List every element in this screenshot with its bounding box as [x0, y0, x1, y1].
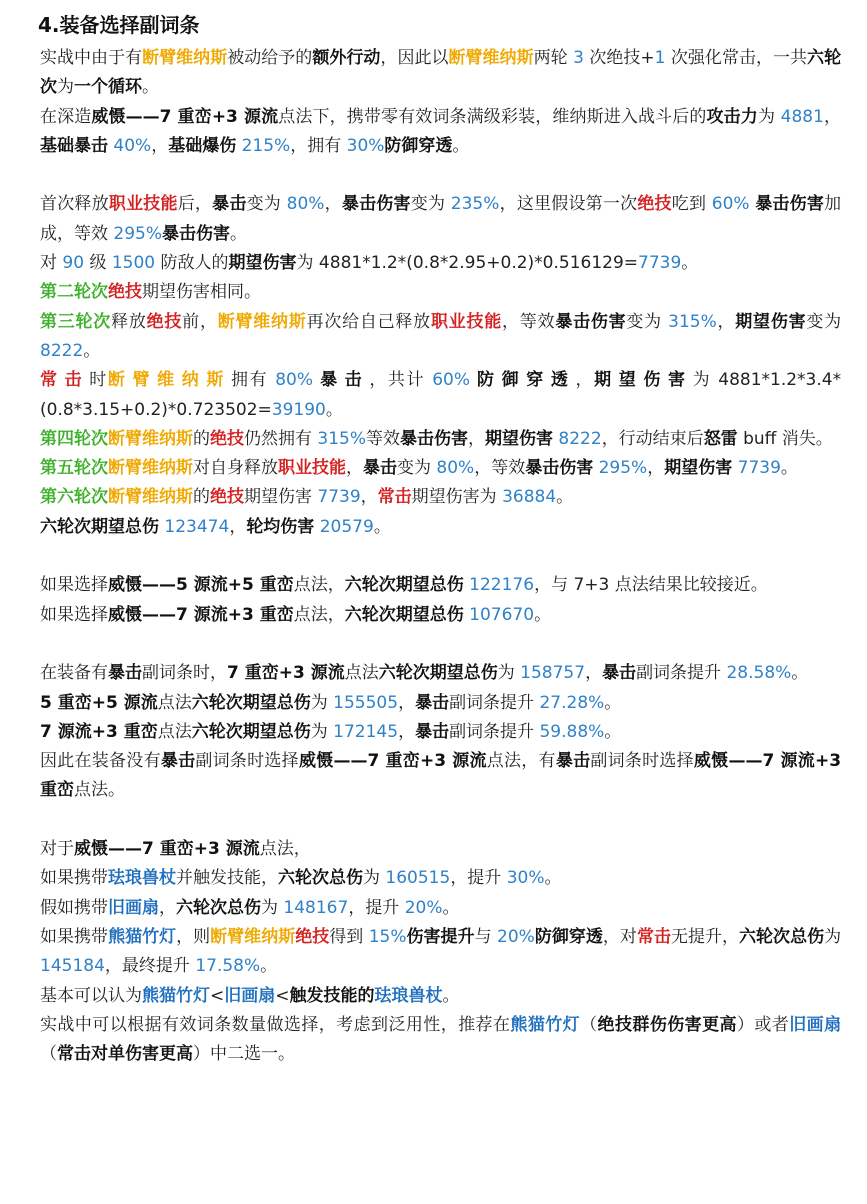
text-run: 次绝技+: [583, 48, 655, 68]
text-run: ，: [324, 194, 342, 215]
text-run: 80%: [286, 194, 325, 215]
text-run: 315%: [317, 428, 367, 449]
text-run: 如果携带: [40, 868, 108, 889]
text-run: 无提升，: [670, 926, 740, 947]
text-run: 第五轮次: [40, 458, 108, 479]
text-run: 六轮次期望总伤: [378, 663, 498, 684]
text-run: 20%: [404, 897, 443, 918]
text-run: 7 源流+3 重峦: [40, 721, 158, 742]
section-title: 4.装备选择副词条: [38, 13, 200, 37]
text-run: 第二轮次: [40, 282, 108, 303]
paragraph: [40, 894, 841, 923]
text-run: 六轮次期望总伤: [40, 516, 159, 537]
text-run: 威慑——5 源流+5 重峦: [108, 575, 294, 596]
text-run: 绝技: [637, 194, 672, 215]
text-run: ）或者: [736, 1014, 790, 1035]
text-run: 为: [310, 721, 334, 742]
text-run: 绝技: [210, 487, 244, 508]
text-run: 触发技能的: [289, 985, 375, 1006]
text-run: 绝技: [210, 428, 244, 449]
text-run: 六轮次: [40, 48, 842, 98]
text-run: ，: [346, 458, 363, 479]
text-run: ，: [468, 428, 486, 449]
text-run: 为 4881*1.2*(0.8*2.95+0.2)*0.516129=: [296, 253, 639, 274]
text-run: 断臂维纳斯: [217, 311, 307, 332]
text-run: 断臂维纳斯: [108, 428, 193, 449]
text-run: 。: [325, 399, 343, 420]
text-run: ，等效: [474, 458, 526, 479]
text-run: 暴击: [108, 663, 142, 684]
text-run: 为: [757, 106, 781, 127]
text-run: 副词条提升: [449, 692, 540, 713]
text-run: 为: [310, 692, 334, 713]
text-run: 40%: [113, 135, 152, 156]
text-run: ）中二选一。: [193, 1044, 295, 1065]
text-run: 暴击: [160, 751, 196, 772]
paragraph: [40, 1011, 841, 1070]
text-run: 仍然拥有: [244, 428, 318, 449]
text-run: 点法，: [293, 604, 345, 625]
text-run: 期望伤害: [228, 253, 297, 274]
text-run: 对: [40, 253, 63, 274]
text-run: 暴击伤害: [400, 428, 469, 449]
text-run: 39190: [271, 399, 326, 420]
paragraph: [40, 44, 841, 103]
text-run: 。: [452, 135, 470, 156]
text-run: 期望伤害: [485, 428, 554, 449]
text-run: 假如携带: [40, 897, 108, 918]
text-run: 107670: [469, 604, 535, 625]
text-run: 20%: [497, 926, 535, 947]
text-run: 为: [57, 77, 74, 98]
text-run: 绝技: [108, 282, 142, 303]
paragraph: [40, 103, 841, 162]
text-run: 断臂维纳斯: [210, 926, 296, 947]
text-run: 威慑——7 源流+3 重峦: [40, 751, 842, 801]
text-run: 再次给自己释放: [306, 311, 431, 332]
text-run: ，: [398, 721, 416, 742]
text-run: ，: [585, 663, 603, 684]
text-run: 六轮次期望总伤: [191, 692, 311, 713]
text-run: 断臂维纳斯: [108, 458, 193, 479]
text-run: 对自身释放: [193, 458, 278, 479]
text-run: 为: [261, 897, 284, 918]
paragraph: [40, 308, 841, 367]
text-run: 与: [474, 926, 498, 947]
text-run: 被动给予的: [227, 48, 313, 68]
text-run: 等效: [366, 428, 401, 449]
text-run: 暴击伤害: [525, 458, 594, 479]
text-run: 172145: [333, 721, 399, 742]
text-run: 点法: [344, 663, 379, 684]
text-run: buff 消失。: [737, 428, 833, 449]
text-run: 熊猫竹灯: [108, 926, 177, 947]
text-run: ，与 7+3 点法结果比较接近。: [534, 575, 768, 596]
text-run: 。: [604, 721, 622, 742]
text-run: 伤害提升: [406, 926, 475, 947]
text-run: 暴击: [320, 370, 370, 391]
text-run: ，等效: [502, 311, 556, 332]
text-run: 。: [260, 956, 278, 977]
text-run: 暴击伤害: [555, 311, 627, 332]
text-run: 实战中可以根据有效词条数量做选择，考虑到泛用性，推荐在: [40, 1014, 511, 1035]
text-run: ，拥有: [290, 135, 347, 156]
text-run: 副词条时，: [142, 663, 227, 684]
text-run: ，共计: [369, 370, 433, 391]
text-run: 7 重峦+3 源流: [227, 663, 345, 684]
text-run: 级: [84, 253, 112, 274]
text-run: 基础爆伤: [168, 135, 237, 156]
text-run: 7739: [317, 487, 361, 508]
paragraph: [40, 982, 841, 1011]
text-run: 80%: [436, 458, 475, 479]
text-run: 得到: [329, 926, 369, 947]
document-body: [40, 44, 841, 1069]
text-run: 暴击伤害: [755, 194, 825, 215]
text-run: 60%: [432, 370, 470, 391]
text-run: 的: [193, 487, 210, 508]
text-run: 30%: [346, 135, 385, 156]
text-run: 期望伤害: [594, 370, 693, 391]
text-run: 1500: [111, 253, 156, 274]
text-run: 30%: [506, 868, 545, 889]
text-run: 加成，等效: [40, 194, 842, 244]
paragraph: [40, 249, 841, 278]
text-run: 第六轮次: [40, 487, 108, 508]
text-run: ，: [159, 897, 176, 918]
text-run: 在装备有: [40, 663, 108, 684]
text-run: 。: [681, 253, 699, 274]
text-run: 为 4881*1.2*3.4*(0.8*3.15+0.2)*0.723502=: [40, 370, 842, 420]
text-run: 变为: [246, 194, 287, 215]
text-run: 变为: [806, 311, 842, 332]
text-run: 职业技能: [108, 194, 178, 215]
text-run: 绝技群伤伤害更高: [597, 1014, 737, 1035]
text-run: 148167: [283, 897, 349, 918]
text-run: ，: [716, 311, 736, 332]
paragraph: [40, 864, 841, 893]
text-run: 期望伤害为: [411, 487, 503, 508]
paragraph: [40, 718, 841, 747]
text-run: 常击: [40, 370, 90, 391]
text-run: 因此在装备没有: [40, 751, 161, 772]
text-run: 36884: [502, 487, 557, 508]
text-run: 122176: [469, 575, 535, 596]
text-run: 期望伤害: [244, 487, 318, 508]
text-run: 副词条提升: [636, 663, 727, 684]
text-run: 20579: [319, 516, 374, 537]
text-run: 160515: [385, 868, 451, 889]
paragraph: [40, 454, 841, 483]
text-run: 对于: [40, 839, 74, 860]
text-run: 六轮次期望总伤: [191, 721, 311, 742]
text-run: 123474: [164, 516, 230, 537]
text-run: 副词条时选择: [590, 751, 694, 772]
text-run: 4881: [780, 106, 824, 127]
text-run: 断臂维纳斯: [108, 487, 193, 508]
text-run: 六轮次期望总伤: [344, 604, 464, 625]
text-run: 145184: [40, 956, 105, 977]
text-run: ，: [360, 487, 378, 508]
paragraph: [40, 483, 841, 512]
text-run: 。: [442, 985, 460, 1006]
text-run: 155505: [333, 692, 399, 713]
text-run: 点法，有: [486, 751, 556, 772]
text-run: 珐琅兽杖: [108, 868, 176, 889]
text-run: 如果携带: [40, 926, 109, 947]
paragraph-gap: [40, 542, 841, 571]
paragraph: [40, 425, 841, 454]
text-run: 28.58%: [726, 663, 792, 684]
text-run: 1: [654, 48, 666, 68]
text-run: 攻击力: [706, 106, 758, 127]
text-run: ，: [398, 692, 416, 713]
paragraph: [40, 571, 841, 600]
text-run: 暴击伤害: [341, 194, 411, 215]
paragraph-gap: [40, 806, 841, 835]
text-run: 点法: [157, 692, 192, 713]
text-run: 暴击: [212, 194, 247, 215]
text-run: 绝技: [295, 926, 330, 947]
paragraph: [40, 923, 841, 982]
text-run: 常击对单伤害更高: [57, 1044, 193, 1065]
text-run: 点法，: [259, 839, 311, 860]
text-run: 215%: [241, 135, 291, 156]
text-run: [313, 370, 320, 390]
text-run: 轮均伤害: [246, 516, 315, 537]
text-run: 绝技: [146, 311, 183, 332]
text-run: 威慑——7 重峦+3 源流: [91, 106, 279, 127]
text-run: 暴击: [602, 663, 637, 684]
paragraph: [40, 659, 841, 688]
text-run: 暴击: [415, 721, 450, 742]
text-run: 释放: [111, 311, 147, 332]
paragraph-gap: [40, 161, 841, 190]
text-run: 59.88%: [539, 721, 605, 742]
text-run: 额外行动: [312, 48, 381, 68]
paragraph: [40, 366, 841, 425]
text-run: 珐琅兽杖: [374, 985, 443, 1006]
text-run: 7739: [737, 458, 781, 479]
text-run: 期望伤害相同。: [142, 282, 261, 303]
text-run: 六轮次总伤: [278, 868, 363, 889]
text-run: 。: [373, 516, 391, 537]
text-run: 点法下，携带零有效词条满级彩装，维纳斯进入战斗后的: [278, 106, 707, 127]
text-run: 295%: [598, 458, 648, 479]
text-run: 27.28%: [539, 692, 605, 713]
text-run: 熊猫竹灯: [510, 1014, 581, 1035]
text-run: 。: [442, 897, 460, 918]
text-run: 后，: [177, 194, 213, 215]
text-run: 吃到: [671, 194, 712, 215]
text-run: 常击: [377, 487, 412, 508]
text-run: 副词条时选择: [195, 751, 299, 772]
text-run: 威慑——7 重峦+3 源流: [298, 751, 487, 772]
text-run: 3: [573, 48, 584, 68]
text-run: 295%: [113, 223, 163, 244]
text-run: 防御穿透: [477, 370, 576, 391]
text-run: 防御穿透: [384, 135, 453, 156]
text-run: 防御穿透: [534, 926, 603, 947]
text-run: 期望伤害: [664, 458, 733, 479]
text-run: 第四轮次: [40, 428, 108, 449]
text-run: 。: [83, 340, 101, 361]
text-run: 如果选择: [40, 575, 108, 596]
paragraph: [40, 513, 841, 542]
paragraph: [40, 601, 841, 630]
text-run: 的: [193, 428, 210, 449]
text-run: 。: [230, 223, 248, 244]
text-run: ，: [229, 516, 247, 537]
text-run: 威慑——7 源流+3 重峦: [108, 604, 294, 625]
paragraph: [40, 278, 841, 307]
text-run: 实战中由于有: [40, 48, 143, 68]
text-run: 变为: [397, 458, 437, 479]
text-run: 暴击伤害: [162, 223, 231, 244]
text-run: 60%: [711, 194, 750, 215]
text-run: ，对: [602, 926, 637, 947]
text-run: 一个循环: [74, 77, 142, 98]
text-run: 断臂维纳斯: [448, 48, 534, 68]
text-run: 5 重峦+5 源流: [40, 692, 158, 713]
text-run: 点法: [157, 721, 192, 742]
text-run: 暴击: [363, 458, 397, 479]
text-run: 。: [544, 868, 562, 889]
text-run: ，这里假设第一次: [499, 194, 638, 215]
text-run: 第三轮次: [40, 311, 112, 332]
text-run: 90: [62, 253, 85, 274]
text-run: 常击: [636, 926, 671, 947]
text-run: ，: [151, 135, 169, 156]
text-run: 为: [824, 926, 842, 947]
text-run: 旧画扇: [224, 985, 276, 1006]
text-run: 。: [142, 77, 159, 98]
text-run: 变为: [626, 311, 669, 332]
text-run: 熊猫竹灯: [142, 985, 210, 1006]
text-run: <: [275, 985, 290, 1006]
text-run: 次强化常击，一共: [665, 48, 808, 68]
text-run: 防敌人的: [155, 253, 229, 274]
text-run: 两轮: [533, 48, 574, 68]
text-run: 断臂维纳斯: [142, 48, 228, 68]
text-run: 15%: [368, 926, 407, 947]
paragraph: [40, 190, 841, 249]
paragraph: [40, 835, 841, 864]
text-run: 158757: [520, 663, 586, 684]
text-run: 点法，: [293, 575, 345, 596]
paragraph: [40, 747, 841, 806]
text-run: 副词条提升: [449, 721, 540, 742]
text-run: 职业技能: [430, 311, 503, 332]
text-run: 并触发技能，: [176, 868, 278, 889]
text-run: 315%: [668, 311, 717, 332]
text-run: 8222: [558, 428, 602, 449]
text-run: ，因此以: [380, 48, 449, 68]
text-run: 8222: [40, 340, 84, 361]
text-run: ，: [823, 106, 842, 127]
text-run: 。: [534, 604, 552, 625]
text-run: 旧画扇: [108, 897, 159, 918]
text-run: （: [40, 1044, 57, 1065]
text-run: 暴击: [555, 751, 591, 772]
text-run: ，则: [176, 926, 211, 947]
text-run: 旧画扇: [789, 1014, 842, 1035]
text-run: ，: [575, 370, 595, 391]
text-run: 基本可以认为: [40, 985, 142, 1006]
text-run: 为: [363, 868, 386, 889]
text-run: 变为: [410, 194, 451, 215]
text-run: 断臂维纳斯: [107, 370, 231, 391]
paragraph: [40, 689, 841, 718]
text-run: 六轮次总伤: [739, 926, 825, 947]
text-run: 7739: [638, 253, 682, 274]
text-run: 235%: [450, 194, 500, 215]
text-run: 前，: [182, 311, 218, 332]
text-run: ，提升: [450, 868, 507, 889]
text-run: （: [580, 1014, 598, 1035]
text-run: 拥有: [230, 370, 276, 391]
text-run: 时: [89, 370, 108, 391]
text-run: 为: [497, 663, 521, 684]
paragraph-gap: [40, 630, 841, 659]
text-run: ，: [647, 458, 665, 479]
text-run: 。: [556, 487, 574, 508]
text-run: 点法。: [74, 780, 125, 801]
text-run: 期望伤害: [735, 311, 807, 332]
text-run: 职业技能: [278, 458, 346, 479]
text-run: 暴击: [415, 692, 450, 713]
text-run: 。: [604, 692, 622, 713]
text-run: 六轮次总伤: [176, 897, 261, 918]
text-run: 怒雷: [703, 428, 738, 449]
text-run: 首次释放: [40, 194, 109, 215]
text-run: [470, 370, 477, 390]
text-run: 基础暴击: [40, 135, 108, 156]
text-run: 在深造: [40, 106, 92, 127]
text-run: 17.58%: [195, 956, 261, 977]
text-run: 。: [791, 663, 809, 684]
text-run: 六轮次期望总伤: [344, 575, 464, 596]
text-run: ，最终提升: [104, 956, 196, 977]
text-run: ，行动结束后: [601, 428, 704, 449]
text-run: 威慑——7 重峦+3 源流: [74, 839, 260, 860]
text-run: 如果选择: [40, 604, 108, 625]
text-run: 80%: [275, 370, 314, 391]
text-run: 。: [780, 458, 798, 479]
text-run: ，提升: [348, 897, 405, 918]
text-run: <: [210, 985, 225, 1006]
